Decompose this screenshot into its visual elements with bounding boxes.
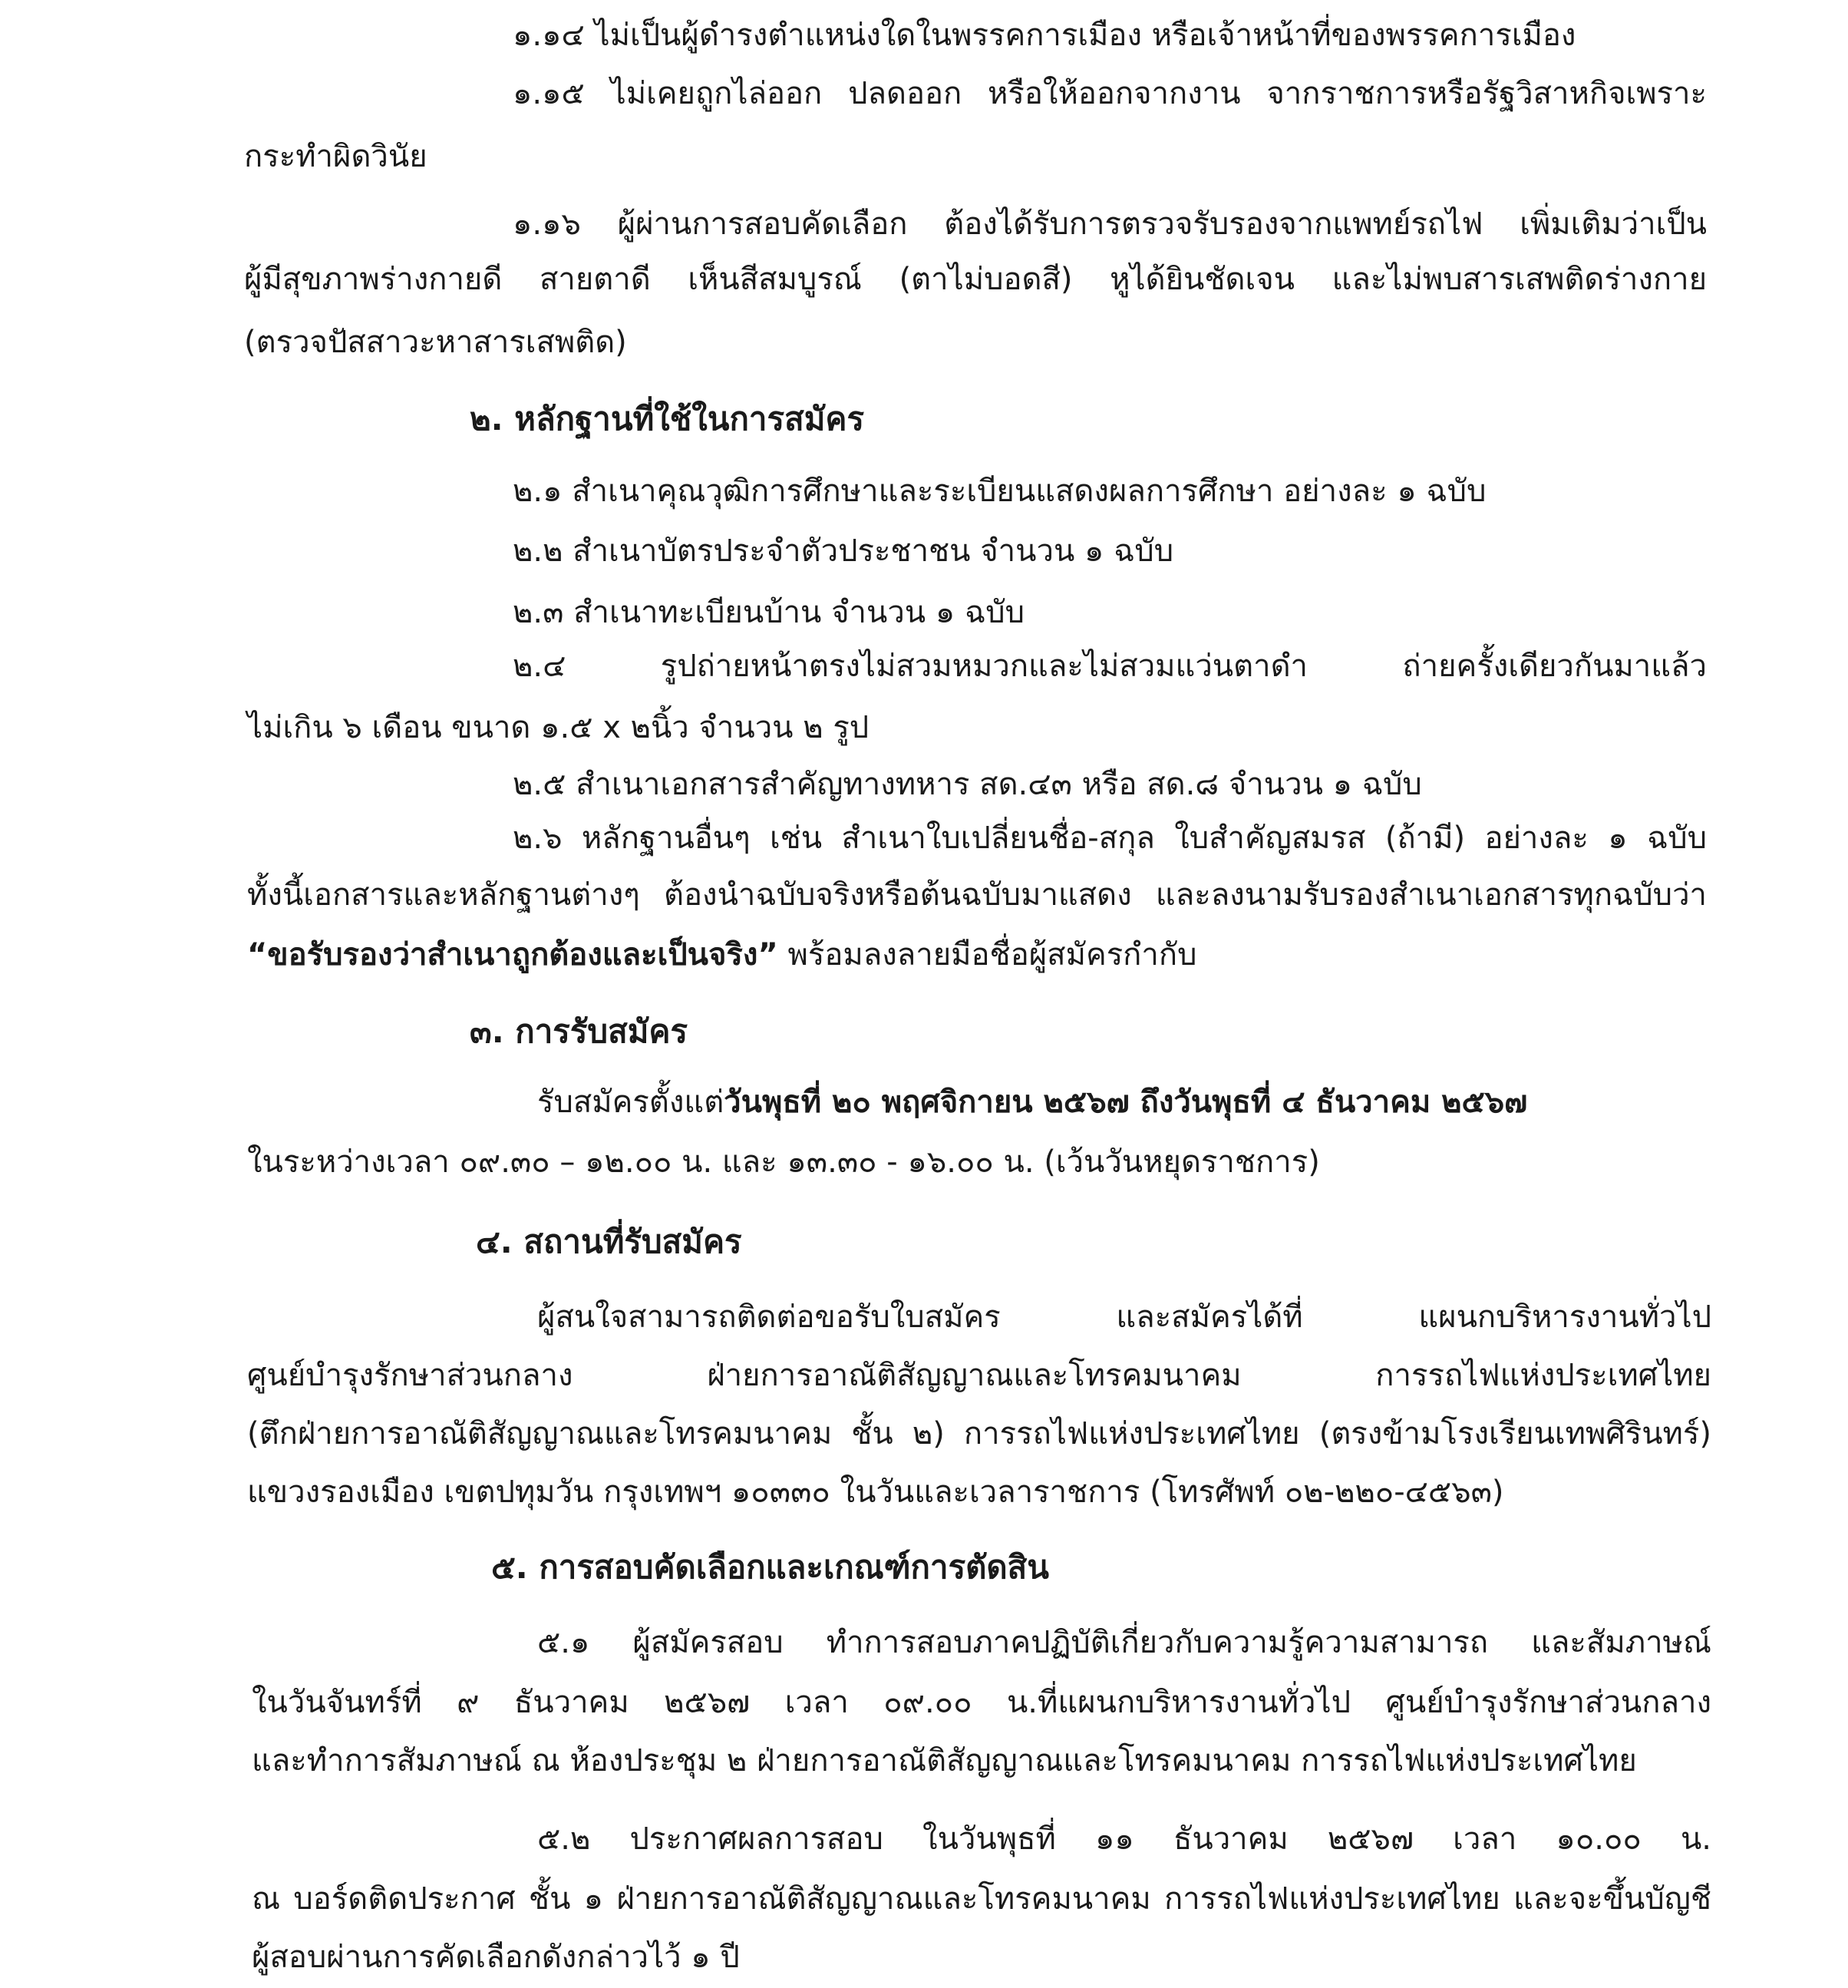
section-3-prefix: รับสมัครตั้งแต่	[537, 1085, 724, 1120]
item-5-1-line2: ในวันจันทร์ที่ ๙ ธันวาคม ๒๕๖๗ เวลา ๐๙.๐๐ น.ที่แผนกบริหารงานทั่วไป ศูนย์บำรุงรักษาส่วนกลาง	[252, 1685, 1711, 1720]
section-3-line1	[537, 1081, 1527, 1124]
section-3-dates: วันพุธที่ ๒๐ พฤศจิกายน ๒๕๖๗ ถึงวันพุธที่ ๔ ธันวาคม ๒๕๖๗	[724, 1085, 1528, 1120]
item-5-2-line1: ๕.๒ ประกาศผลการสอบ ในวันพุธที่ ๑๑ ธันวาคม ๒๕๖๗ เวลา ๑๐.๐๐ น.	[537, 1821, 1711, 1857]
item-2-5: ๒.๕ สำเนาเอกสารสำคัญทางทหาร สด.๔๓ หรือ สด.๘ จำนวน ๑ ฉบับ	[513, 767, 1422, 802]
section-4-line2: ศูนย์บำรุงรักษาส่วนกลาง ฝ่ายการอาณัติสัญญาณและโทรคมนาคม การรถไฟแห่งประเทศไทย	[247, 1358, 1711, 1393]
item-5-1-line1: ๕.๑ ผู้สมัครสอบ ทำการสอบภาคปฏิบัติเกี่ยวกับความรู้ความสามารถ และสัมภาษณ์	[537, 1625, 1711, 1660]
item-2-4-line2: ไม่เกิน ๖ เดือน ขนาด ๑.๕ x ๒นิ้ว จำนวน ๒ รูป	[247, 710, 870, 745]
item-2-4-line1: ๒.๔ รูปถ่ายหน้าตรงไม่สวมหมวกและไม่สวมแว่นตาดำ ถ่ายครั้งเดียวกันมาแล้ว	[513, 649, 1707, 684]
item-5-2-line2: ณ บอร์ดติดประกาศ ชั้น ๑ ฝ่ายการอาณัติสัญญาณและโทรคมนาคม การรถไฟแห่งประเทศไทย และจะขึ้นบัญชี	[252, 1881, 1711, 1917]
section-4-line1: ผู้สนใจสามารถติดต่อขอรับใบสมัคร และสมัครได้ที่ แผนกบริหารงานทั่วไป	[537, 1299, 1711, 1335]
item-5-1-line3: และทำการสัมภาษณ์ ณ ห้องประชุม ๒ ฝ่ายการอาณัติสัญญาณและโทรคมนาคม การรถไฟแห่งประเทศไทย	[252, 1743, 1637, 1778]
section-4-title: ๔. สถานที่รับสมัคร	[476, 1223, 742, 1260]
item-1-16-line1: ๑.๑๖ ผู้ผ่านการสอบคัดเลือก ต้องได้รับการตรวจรับรองจากแพทย์รถไฟ เพิ่มเติมว่าเป็น	[513, 206, 1707, 242]
item-2-2: ๒.๒ สำเนาบัตรประจำตัวประชาชน จำนวน ๑ ฉบับ	[513, 533, 1174, 569]
section-3-line2: ในระหว่างเวลา ๐๙.๓๐ – ๑๒.๐๐ น. และ ๑๓.๓๐ - ๑๖.๐๐ น. (เว้นวันหยุดราชการ)	[247, 1144, 1320, 1180]
certify-rest: พร้อมลงลายมือชื่อผู้สมัครกำกับ	[777, 937, 1197, 973]
section-4-line4: แขวงรองเมือง เขตปทุมวัน กรุงเทพฯ ๑๐๓๓๐ ในวันและเวลาราชการ (โทรศัพท์ ๐๒-๒๒๐-๔๕๖๓)	[247, 1474, 1504, 1510]
section-3-title: ๓. การรับสมัคร	[470, 1012, 688, 1050]
certify-phrase: “ขอรับรองว่าสำเนาถูกต้องและเป็นจริง”	[247, 937, 778, 973]
item-1-15-line2: กระทำผิดวินัย	[244, 139, 427, 174]
item-1-15-line1: ๑.๑๕ ไม่เคยถูกไล่ออก ปลดออก หรือให้ออกจากงาน จากราชการหรือรัฐวิสาหกิจเพราะ	[513, 76, 1707, 111]
item-5-2-line3: ผู้สอบผ่านการคัดเลือกดังกล่าวไว้ ๑ ปี	[252, 1940, 740, 1975]
item-1-16-line2: ผู้มีสุขภาพร่างกายดี สายตาดี เห็นสีสมบูรณ์ (ตาไม่บอดสี) หูได้ยินชัดเจน และไม่พบสารเสพติดร่างกาย	[244, 262, 1707, 297]
item-2-1: ๒.๑ สำเนาคุณวุฒิการศึกษาและระเบียนแสดงผลการศึกษา อย่างละ ๑ ฉบับ	[513, 474, 1487, 509]
section-4-line3: (ตึกฝ่ายการอาณัติสัญญาณและโทรคมนาคม ชั้น ๒) การรถไฟแห่งประเทศไทย (ตรงข้ามโรงเรียนเทพศิรินทร์)	[247, 1416, 1711, 1451]
section-5-title: ๕. การสอบคัดเลือกและเกณฑ์การตัดสิน	[491, 1548, 1050, 1586]
item-2-6-line2: ทั้งนี้เอกสารและหลักฐานต่างๆ ต้องนำฉบับจริงหรือต้นฉบับมาแสดง และลงนามรับรองสำเนาเอกสารทุกฉบับว่า	[247, 877, 1707, 913]
item-2-6-line3	[247, 933, 1196, 976]
item-2-3: ๒.๓ สำเนาทะเบียนบ้าน จำนวน ๑ ฉบับ	[513, 595, 1025, 630]
section-2-title: ๒. หลักฐานที่ใช้ในการสมัคร	[470, 400, 865, 438]
item-1-14: ๑.๑๔ ไม่เป็นผู้ดำรงตำแหน่งใดในพรรคการเมือง หรือเจ้าหน้าที่ของพรรคการเมือง	[513, 18, 1576, 53]
item-2-6-line1: ๒.๖ หลักฐานอื่นๆ เช่น สำเนาใบเปลี่ยนชื่อ-สกุล ใบสำคัญสมรส (ถ้ามี) อย่างละ ๑ ฉบับ	[513, 821, 1707, 856]
item-1-16-line3: (ตรวจปัสสาวะหาสารเสพติด)	[244, 325, 627, 360]
